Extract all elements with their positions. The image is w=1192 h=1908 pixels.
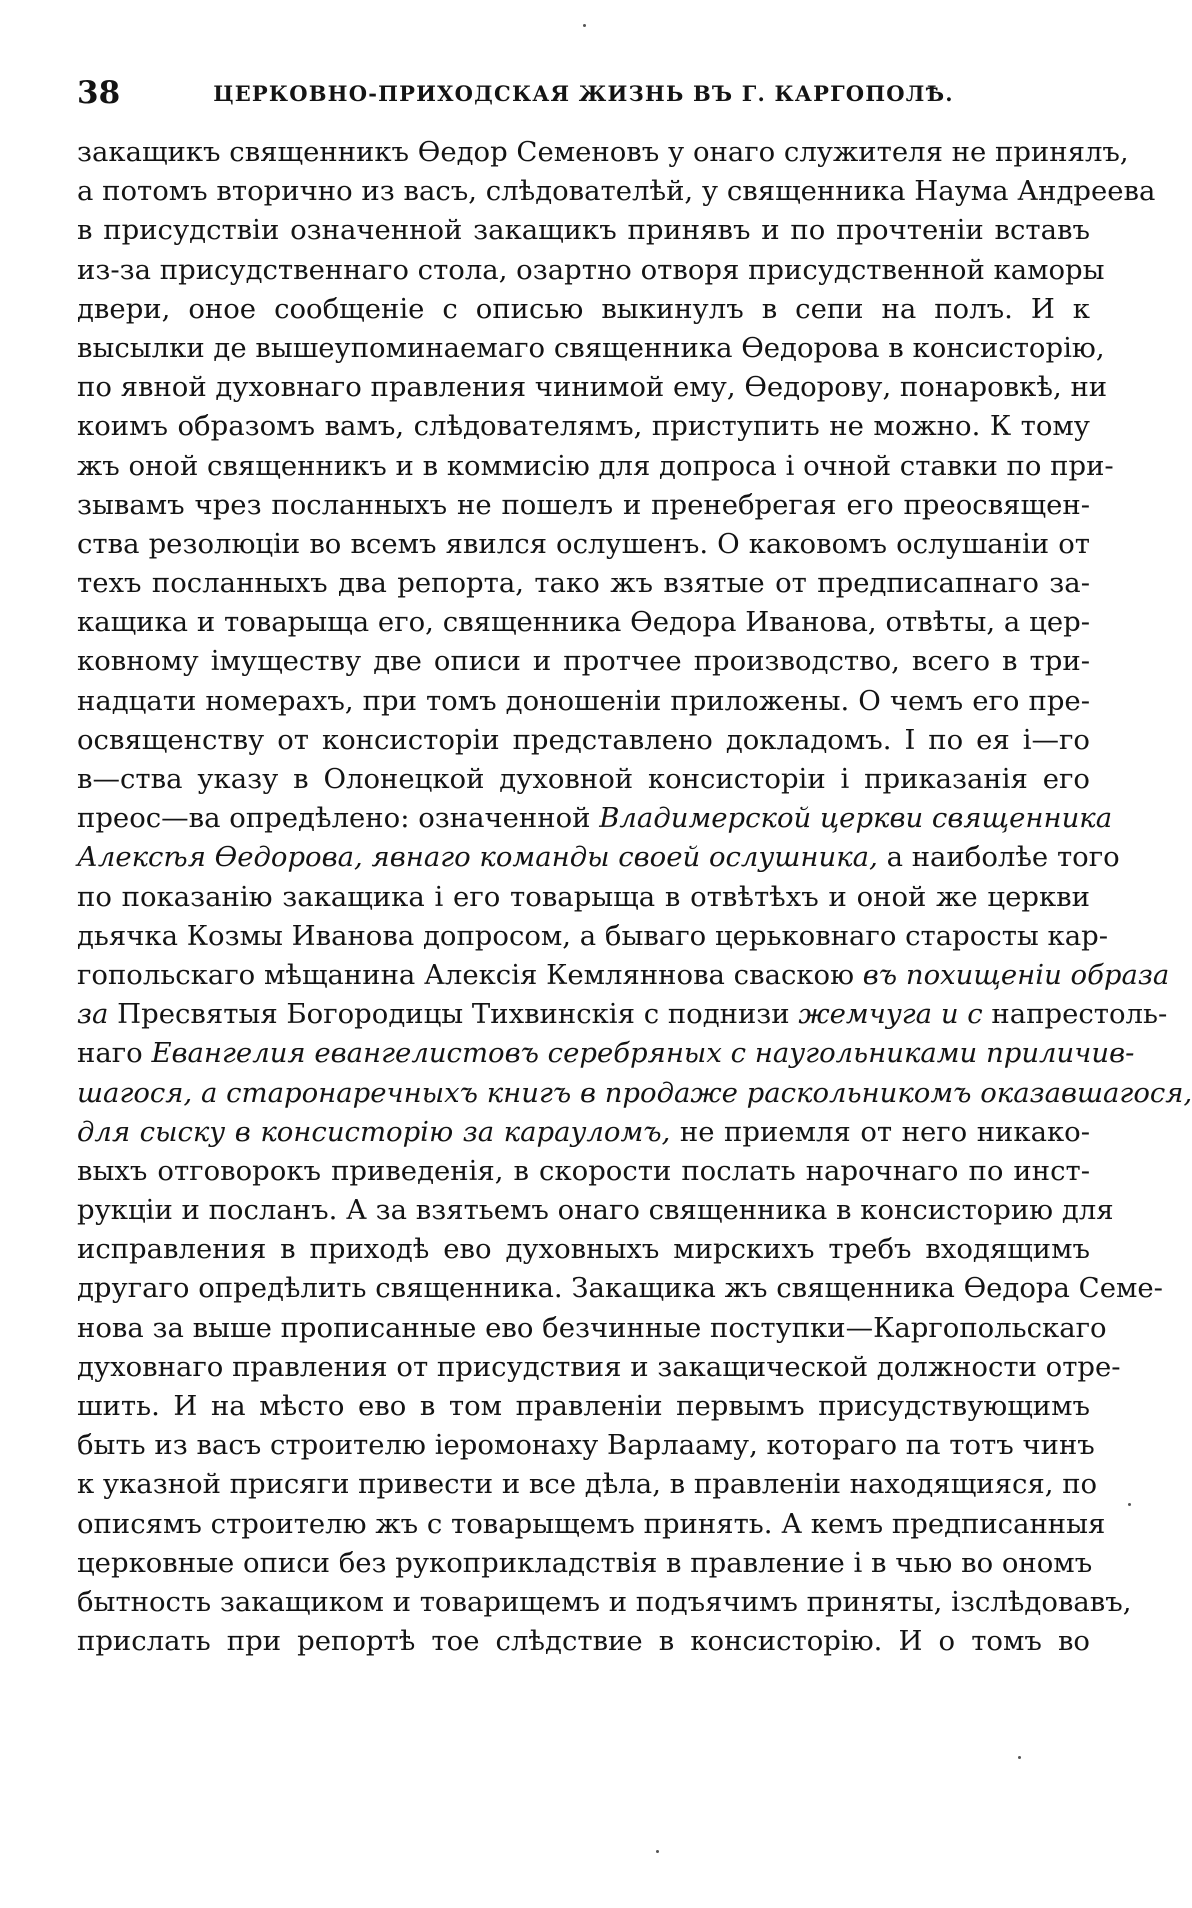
text-segment: прислать при репортѣ тое слѣдствие в консисторію. И о томъ во [77, 1625, 1090, 1658]
text-line [77, 1152, 1090, 1191]
text-segment: техъ посланныхъ два репорта, тако жъ взятые от предписапнаго за- [77, 567, 1090, 600]
text-line [77, 486, 1090, 525]
text-line [77, 1505, 1106, 1544]
text-segment: духовнаго правления от присудствия и закащической должности отре- [77, 1350, 1121, 1383]
running-title: ЦЕРКОВНО-ПРИХОДСКАЯ ЖИЗНЬ ВЪ Г. КАРГОПОЛѢ. [213, 81, 954, 106]
text-segment: коимъ образомъ вамъ, слѣдователямъ, приступить не можно. К тому [77, 410, 1090, 443]
text-segment: зывамъ чрез посланныхъ не пошелъ и пренебрегая его преосвящен- [77, 488, 1090, 521]
running-head [77, 73, 1090, 113]
text-line [77, 290, 1090, 329]
text-segment: высылки де вышеупоминаемаго священника Ѳедорова в консисторію, [77, 331, 1105, 364]
text-line [77, 642, 1090, 681]
text-line [77, 1544, 1093, 1583]
text-line [77, 917, 1109, 956]
text-line [77, 760, 1090, 799]
text-segment: а потомъ вторично из васъ, слѣдователѣй, у священника Наума Андреева [77, 175, 1156, 208]
page-number: 38 [77, 75, 121, 111]
text-segment: двери, оное сообщеніе с описью выкинулъ в сепи на полъ. И к [77, 292, 1090, 325]
text-line [77, 838, 1120, 877]
text-line [77, 1113, 1090, 1152]
text-segment: описямъ строителю жъ с товарыщемъ принять. А кемъ предписанныя [77, 1507, 1106, 1540]
text-segment: напрестоль- [982, 998, 1168, 1031]
text-line [77, 368, 1108, 407]
text-line [77, 447, 1114, 486]
text-segment: по явной духовнаго правления чинимой ему, Ѳедорову, понаровкѣ, ни [77, 371, 1108, 404]
text-segment: шить. И на мѣсто ево в том правленіи первымъ присудствующимъ [77, 1390, 1090, 1422]
body-text [77, 133, 1192, 1661]
text-segment: в присудствіи означенной закащикъ принявъ и по прочтеніи вставъ [77, 214, 1090, 247]
text-line [77, 172, 1156, 211]
text-segment: наго [77, 1037, 152, 1070]
text-line [77, 799, 1113, 838]
text-line [77, 1191, 1114, 1230]
text-segment: из-за присудственнаго стола, озартно отворя присудственной каморы [77, 253, 1105, 286]
text-segment: закащикъ священникъ Ѳедор Семеновъ у онаго служителя не принялъ, [77, 136, 1129, 168]
text-segment: по показанію закащика і его товарыща в отвѣтѣхъ и оной же церкви [77, 880, 1090, 913]
text-line [77, 878, 1090, 917]
text-segment: освященству от консисторіи представлено докладомъ. I по ея і—го [77, 723, 1090, 756]
text-segment: гопольскаго мѣщанина Алексія Кемляннова сваскою [77, 958, 863, 991]
text-line [77, 1387, 1090, 1426]
scan-speck [1018, 1756, 1021, 1759]
text-line [77, 1230, 1090, 1269]
text-line [77, 1309, 1107, 1348]
text-line [77, 251, 1105, 290]
text-line [77, 1074, 1192, 1113]
text-line [77, 525, 1090, 564]
text-line [77, 1426, 1095, 1465]
scan-speck [1128, 1503, 1131, 1506]
text-line [77, 329, 1105, 368]
text-segment: жъ оной священникъ и в коммисію для допроса і очной ставки по при- [77, 449, 1114, 482]
text-line [77, 956, 1170, 995]
text-segment: преос—ва опредѣлено: означенной [77, 802, 600, 835]
text-segment: другаго опредѣлить священника. Закащика жъ священника Ѳедора Семе- [77, 1272, 1163, 1305]
text-segment: исправления в приходѣ ево духовныхъ мирскихъ требъ входящимъ [77, 1233, 1090, 1266]
text-line [77, 721, 1090, 760]
text-segment: к указной присяги привести и все дѣла, в правленіи находящияся, по [77, 1468, 1098, 1501]
scan-speck [656, 1850, 659, 1853]
text-segment: церковные описи без рукоприкладствія в правление і в чью во ономъ [77, 1546, 1093, 1579]
text-line [77, 211, 1090, 250]
text-line [77, 133, 1129, 172]
text-segment: кащика и товарыща его, священника Ѳедора Иванова, отвѣты, а цер- [77, 606, 1090, 639]
text-segment: а наиболѣе того [877, 841, 1120, 874]
text-segment: надцати номерахъ, при томъ доношеніи приложены. О чемъ его пре- [77, 684, 1090, 717]
text-line [77, 682, 1090, 721]
text-line [77, 1269, 1163, 1308]
text-segment: рукціи и посланъ. А за взятьемъ онаго священника в консисторию для [77, 1194, 1114, 1227]
text-segment: быть из васъ строителю іеромонаху Варлааму, котораго па тотъ чинъ [77, 1429, 1095, 1462]
text-segment: ковному імуществу две описи и протчее производство, всего в три- [77, 645, 1090, 678]
text-segment: бытность закащиком и товарищемъ и подъячимъ приняты, ізслѣдовавъ, [77, 1585, 1132, 1618]
italic-segment: для сыску в консисторію за карауломъ, [77, 1115, 671, 1148]
text-line [77, 603, 1090, 642]
text-segment: не приемля от него никако- [670, 1115, 1090, 1148]
italic-segment: жемчуга и с [798, 998, 983, 1031]
italic-segment: за [77, 998, 109, 1031]
text-segment: дьячка Козмы Иванова допросом, а бываго церьковнаго старосты кар- [77, 919, 1109, 952]
text-line [77, 1034, 1135, 1073]
text-line [77, 407, 1090, 446]
text-segment: в—ства указу в Олонецкой духовной консисторіи і приказанія его [77, 763, 1090, 795]
italic-segment: шагося, а старонаречныхъ книгъ в продаже раскольникомъ оказавшагося, [77, 1076, 1192, 1109]
text-line [77, 1348, 1121, 1387]
text-line [77, 1465, 1098, 1504]
text-line [77, 1622, 1090, 1661]
italic-segment: Евангелия евангелистовъ серебряных с наугольниками приличив- [151, 1037, 1135, 1070]
text-segment: нова за выше прописанные ево безчинные поступки—Каргопольскаго [77, 1311, 1107, 1344]
italic-segment: Алексѣя Ѳедорова, явнаго команды своей ослушника, [77, 841, 878, 874]
italic-segment: въ похищеніи образа [862, 958, 1170, 991]
text-line [77, 564, 1090, 603]
text-segment: Пресвятыя Богородицы Тихвинскія с поднизи [108, 998, 799, 1031]
scan-speck [583, 24, 586, 27]
text-segment: ства резолюціи во всемъ явился ослушенъ. О каковомъ ослушаніи от [77, 527, 1090, 560]
italic-segment: Владимерской церкви священника [599, 802, 1113, 835]
text-line [77, 995, 1168, 1034]
text-line [77, 1583, 1132, 1622]
text-segment: выхъ отговорокъ приведенія, в скорости послать нарочнаго по инст- [77, 1154, 1090, 1187]
